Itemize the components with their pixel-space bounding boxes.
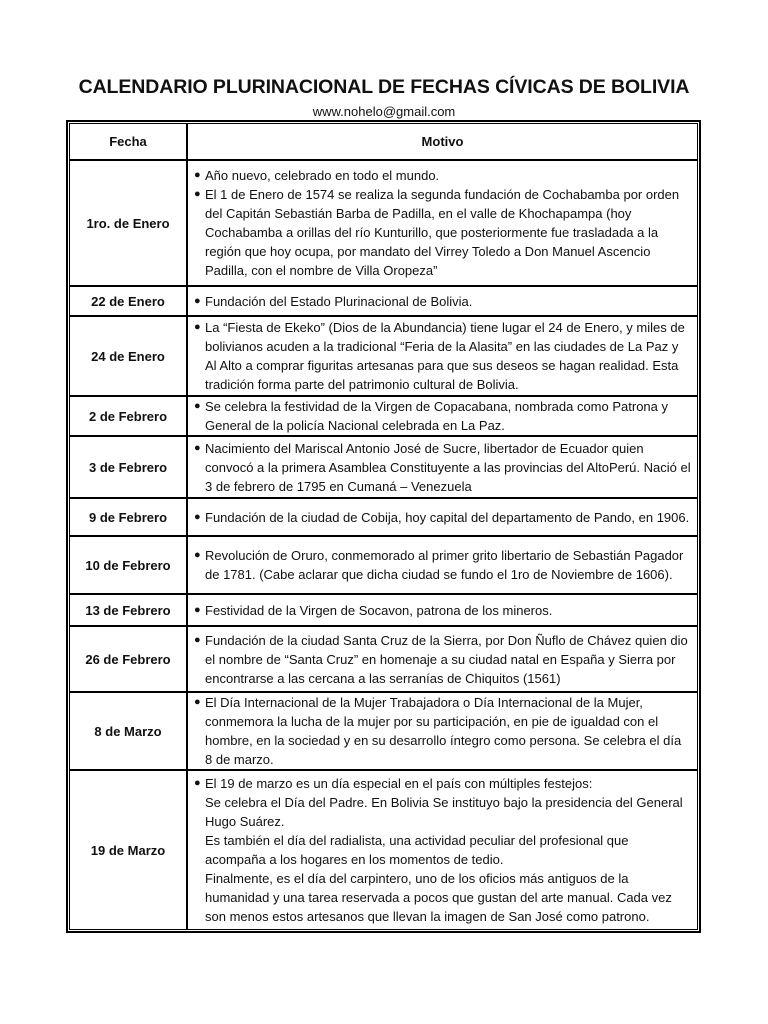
table-row (69, 594, 698, 626)
bullet-icon: ● (194, 696, 201, 708)
bullet-item (194, 546, 692, 584)
table-row (69, 316, 698, 396)
bullet-icon: ● (194, 188, 201, 200)
date-cell: 19 de Marzo (69, 770, 187, 930)
table-row (69, 396, 698, 436)
date-cell: 26 de Febrero (69, 626, 187, 692)
motivo-cell (187, 594, 698, 626)
document-title: CALENDARIO PLURINACIONAL DE FECHAS CÍVICAS DE BOLIVIA (78, 76, 690, 98)
date-cell: 22 de Enero (69, 286, 187, 316)
header-fecha: Fecha (69, 123, 187, 160)
motivo-cell (187, 626, 698, 692)
bullet-item (194, 166, 692, 185)
bullet-text: Se celebra la festividad de la Virgen de Copacabana, nombrada como Patrona y General de la policía Nacional celebrada en La Paz. (205, 399, 668, 433)
bullet-text: La “Fiesta de Ekeko” (Dios de la Abundancia) tiene lugar el 24 de Enero, y miles de bolivianos acuden a la tradicional “Feria de la Alasita” en las ciudades de La Paz y Al Alto a comprar figuritas artesanas para que sus deseos se hagan realidad. Esta tradición forma parte del patrimonio cultural de Bolivia. (205, 320, 685, 392)
table-row (69, 770, 698, 930)
bullet-item (194, 292, 692, 311)
bullet-item (194, 774, 692, 793)
motivo-cell (187, 770, 698, 930)
bullet-icon: ● (194, 603, 201, 616)
bullet-icon: ● (194, 633, 201, 646)
bullet-icon: ● (194, 510, 201, 523)
bullet-icon: ● (194, 549, 201, 561)
bullet-icon: ● (194, 321, 201, 333)
bullet-text: Fundación de la ciudad de Cobija, hoy capital del departamento de Pando, en 1906. (205, 509, 690, 525)
continuation-text: Se celebra el Día del Padre. En Bolivia Se instituyo bajo la presidencia del General Hugo Suárez. (205, 795, 683, 829)
bullet-text: Nacimiento del Mariscal Antonio José de Sucre, libertador de Ecuador quien convocó a la primera Asamblea Constituyente a las provincias del AltoPerú. Nació el 3 de febrero de 1795 en Cumaná – Venezuela (205, 440, 691, 494)
date-cell: 8 de Marzo (69, 692, 187, 770)
continuation-text: Es también el día del radialista, una actividad peculiar del profesional que acompaña a los hogares en los momentos de tedio. (205, 833, 629, 867)
bullet-text: El Día Internacional de la Mujer Trabajadora o Día Internacional de la Mujer, conmemora la lucha de la mujer por su participación, en pie de igualdad con el hombre, en la sociedad y en su desarrollo íntegro como persona. Se celebra el día 8 de marzo. (205, 695, 682, 767)
date-cell: 9 de Febrero (69, 498, 187, 536)
bullet-icon: ● (194, 400, 201, 412)
bullet-text: El 1 de Enero de 1574 se realiza la segunda fundación de Cochabamba por orden del Capitán Sebastián Barba de Padilla, en el valle de Khochapampa (hoy Cochabamba a orillas del río Kunturillo, que posteriormente fue trasladada a la región que hoy ocupa, por mandato del Virrey Toledo a Don Manuel Ascencio Padilla, con el nombre de Villa Oropeza” (205, 187, 680, 278)
date-cell: 2 de Febrero (69, 396, 187, 436)
date-cell: 13 de Febrero (69, 594, 187, 626)
bullet-item (194, 601, 692, 620)
motivo-cell (187, 692, 698, 770)
motivo-cell (187, 316, 698, 396)
bullet-icon: ● (194, 294, 201, 307)
bullet-item (194, 508, 692, 527)
table-row (69, 536, 698, 594)
motivo-cell (187, 436, 698, 498)
date-cell: 10 de Febrero (69, 536, 187, 594)
table-row (69, 436, 698, 498)
document-email: www.nohelo@gmail.com (312, 104, 456, 119)
table-row (69, 498, 698, 536)
civic-dates-table (66, 120, 701, 933)
motivo-cell (187, 396, 698, 436)
bullet-text: Festividad de la Virgen de Socavon, patrona de los mineros. (205, 602, 553, 618)
bullet-icon: ● (194, 169, 201, 181)
bullet-item (194, 397, 692, 435)
bullet-text: El 19 de marzo es un día especial en el país con múltiples festejos: (205, 776, 593, 791)
table-row (69, 160, 698, 286)
date-cell: 1ro. de Enero (69, 160, 187, 286)
table-row (69, 692, 698, 770)
bullet-text: Fundación de la ciudad Santa Cruz de la Sierra, por Don Ñuflo de Chávez quien dio el nombre de “Santa Cruz” en homenaje a su ciudad natal en España y Sierra por encontrarse a las cercana a las serranías de Chiquitos (1561) (205, 632, 688, 686)
continuation-text: Finalmente, es el día del carpintero, uno de los oficios más antiguos de la humanidad y una tarea reservada a pocos que gustan del arte manual. Cada vez son menos estos artesanos que llevan la imagen de San José como patrono. (205, 871, 672, 924)
bullet-item (194, 439, 692, 496)
bullet-text: Revolución de Oruro, conmemorado al primer grito libertario de Sebastián Pagador de 1781. (Cabe aclarar que dicha ciudad se fundo el 1ro de Noviembre de 1606). (205, 548, 684, 582)
bullet-item (194, 631, 692, 688)
motivo-cell (187, 498, 698, 536)
bullet-icon: ● (194, 441, 201, 454)
motivo-cell (187, 160, 698, 286)
date-cell: 24 de Enero (69, 316, 187, 396)
table-row (69, 626, 698, 692)
motivo-cell (187, 536, 698, 594)
date-cell: 3 de Febrero (69, 436, 187, 498)
bullet-item (194, 693, 692, 769)
bullet-text: Año nuevo, celebrado en todo el mundo. (205, 168, 440, 183)
bullet-item (194, 185, 692, 280)
table-row (69, 286, 698, 316)
bullet-icon: ● (194, 777, 201, 789)
bullet-item (194, 318, 692, 394)
motivo-cell (187, 286, 698, 316)
header-motivo: Motivo (187, 123, 698, 160)
bullet-text: Fundación del Estado Plurinacional de Bolivia. (205, 293, 473, 309)
table-header-row (69, 123, 698, 160)
